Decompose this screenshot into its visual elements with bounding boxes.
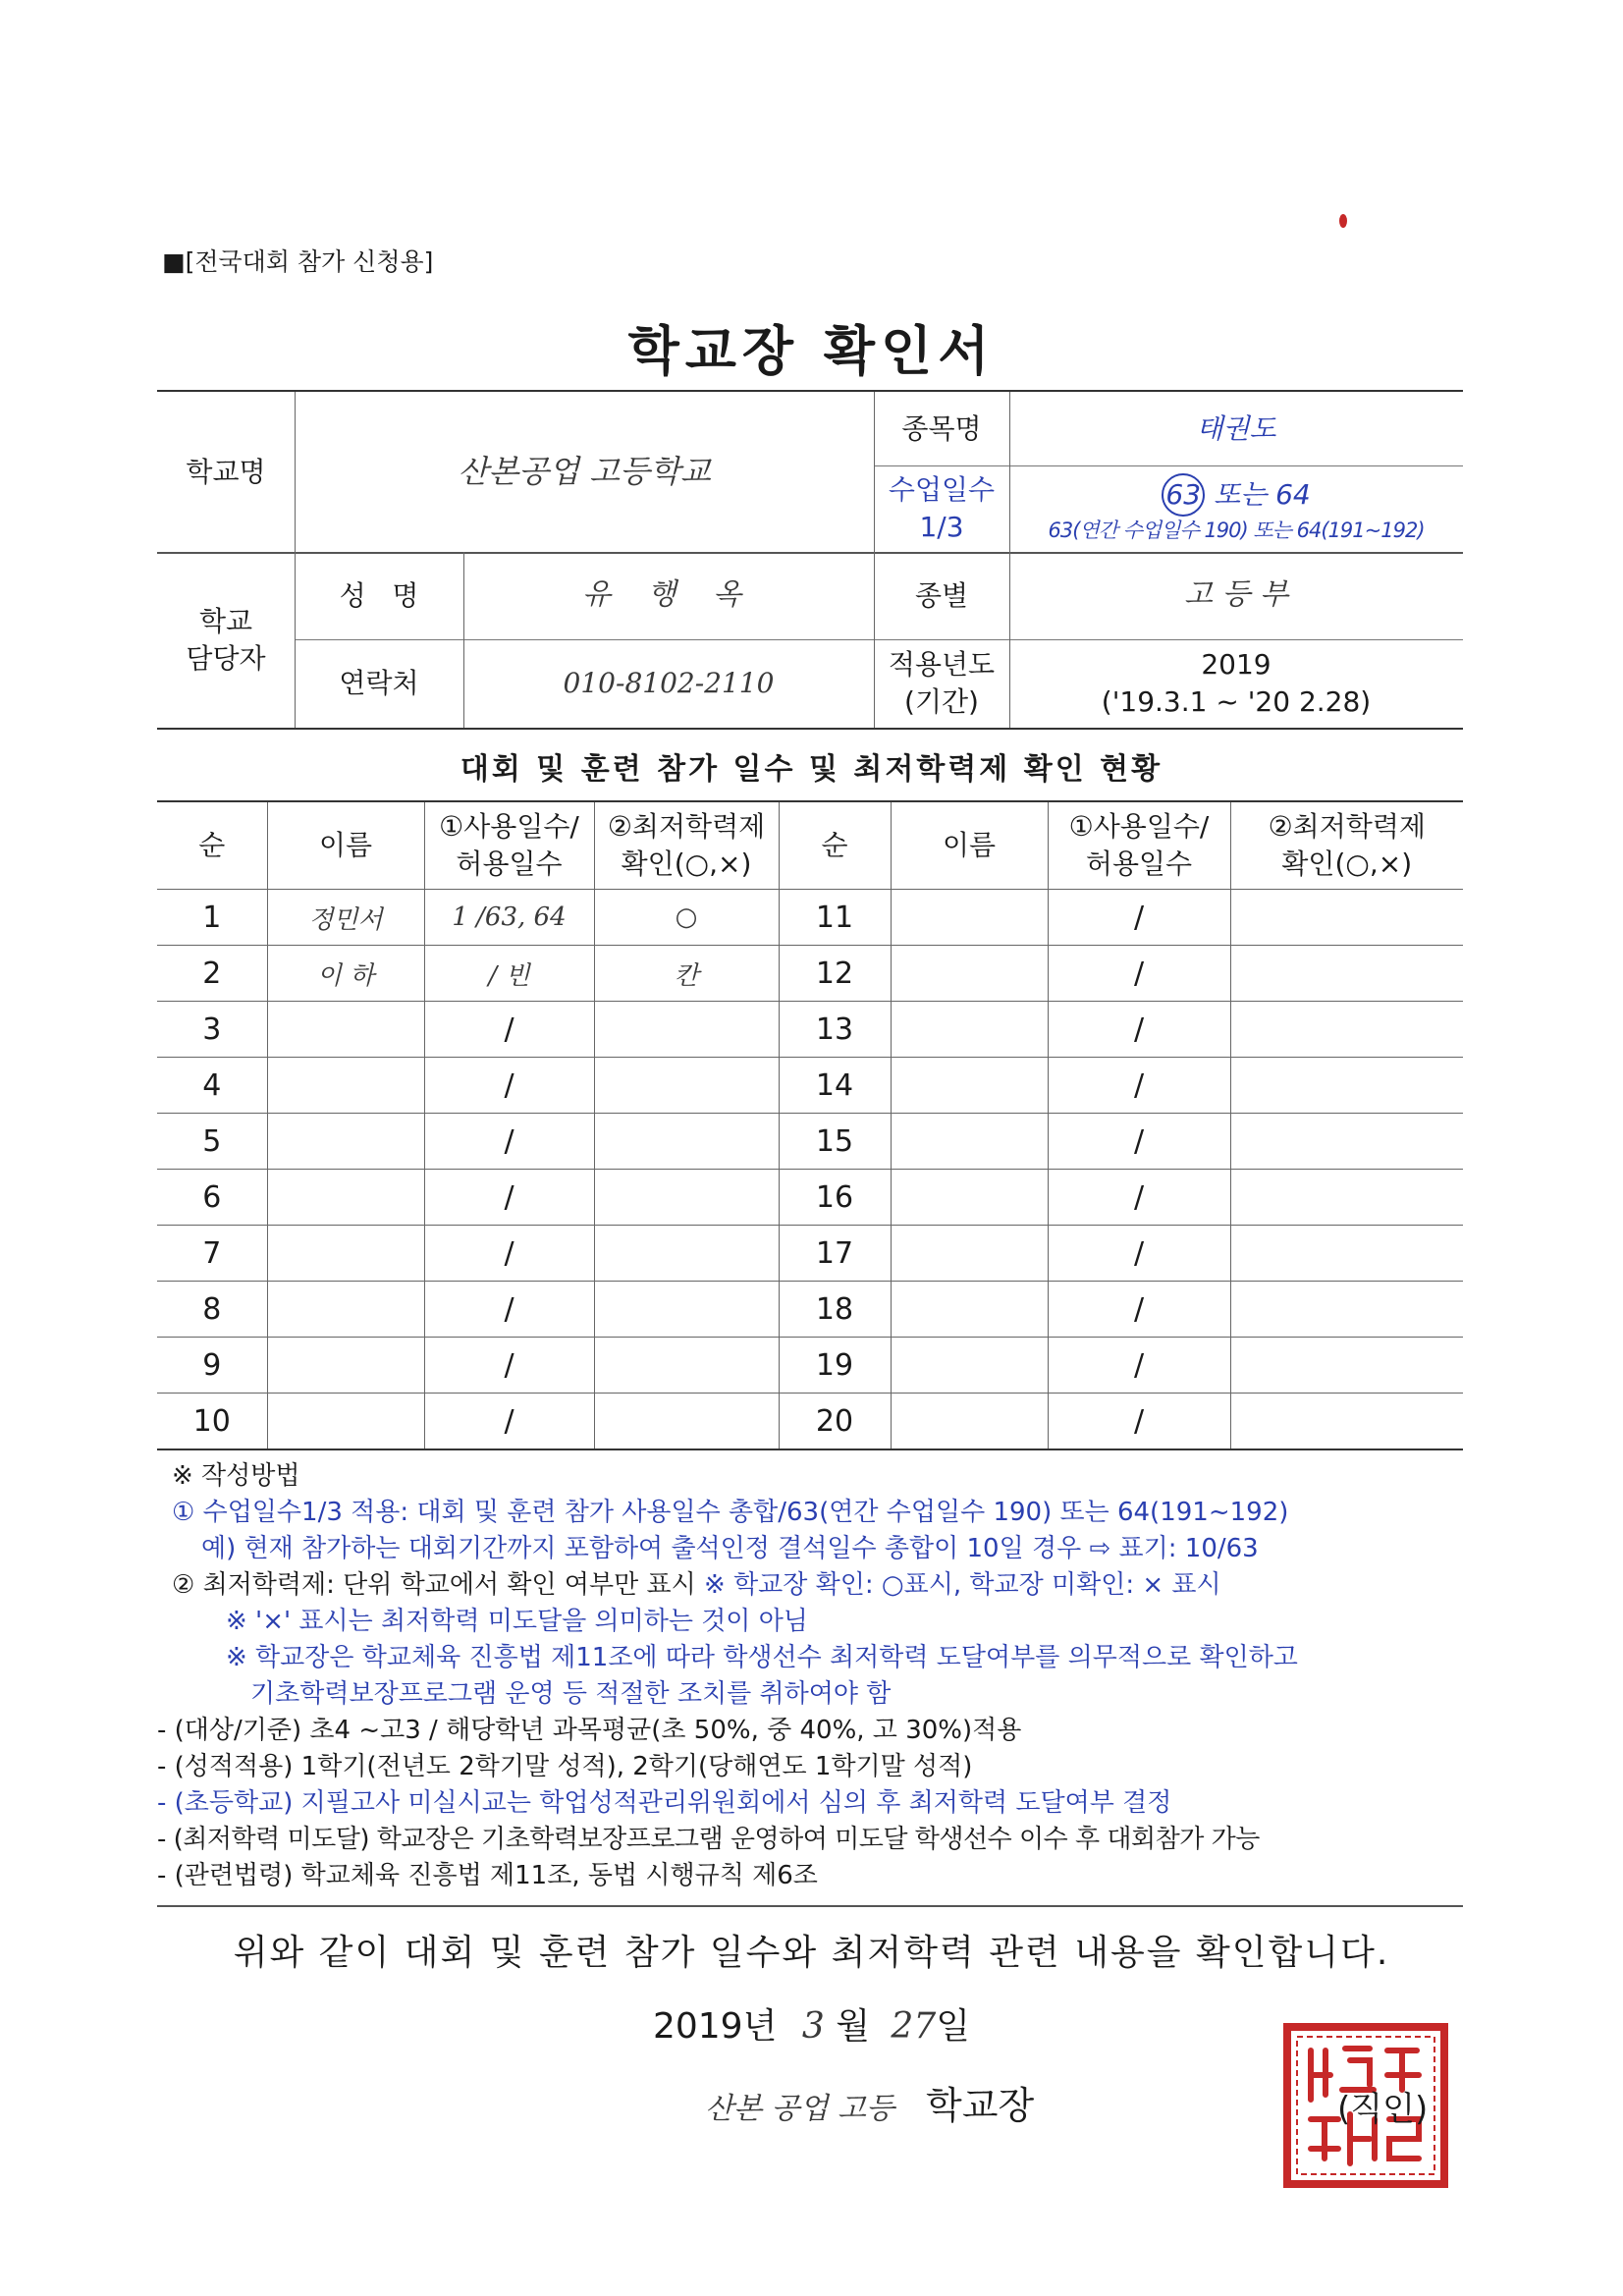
detail-5: - (관련법령) 학교체육 진흥법 제11조, 동법 시행규칙 제6조	[157, 1861, 818, 1890]
col-name: 이름	[267, 801, 424, 890]
year-label	[874, 639, 1009, 728]
school-value: 산본공업 고등학교	[458, 452, 711, 490]
detail-2: - (성적적용) 1학기(전년도 2학기말 성적), 2학기(당해연도 1학기말 성적)	[157, 1752, 973, 1781]
row-number[interactable]: 17	[779, 1226, 891, 1282]
col-days-2-line2: 허용일수	[1085, 847, 1193, 880]
student-name[interactable]	[267, 1394, 424, 1450]
student-name[interactable]	[891, 1394, 1048, 1450]
note-1b: 예) 현재 참가하는 대회기간까지 포함하여 출석인정 결석일수 총합이 10일 경우 ⇨ 표기: 10/63	[201, 1534, 1259, 1563]
used-days[interactable]: /	[424, 1338, 594, 1394]
days-value-line1-rest: 또는 64	[1214, 477, 1311, 511]
days-label	[874, 465, 1009, 552]
row-number[interactable]: 1	[157, 890, 267, 946]
min-achievement-check[interactable]	[1230, 1282, 1463, 1338]
student-name[interactable]	[891, 890, 1048, 946]
phone-value: 010-8102-2110	[563, 667, 775, 700]
row-number[interactable]: 2	[157, 946, 267, 1002]
row-number[interactable]: 16	[779, 1170, 891, 1226]
note-2c: ※ 학교장은 학교체육 진흥법 제11조에 따라 학생선수 최저학력 도달여부를 의무적으로 확인하고	[226, 1643, 1298, 1672]
divider	[157, 1905, 1463, 1907]
used-days[interactable]: /	[1048, 890, 1230, 946]
date-year: 2019년	[652, 2006, 778, 2047]
used-days[interactable]: /	[1048, 1226, 1230, 1282]
col-min-line2: 확인(○,×)	[621, 847, 752, 880]
student-name[interactable]	[891, 1170, 1048, 1226]
row-number[interactable]: 20	[779, 1394, 891, 1450]
col-min-2	[1230, 801, 1463, 890]
detail-3: - (초등학교) 지필고사 미실시교는 학업성적관리위원회에서 심의 후 최저학력 도달여부 결정	[157, 1788, 1172, 1818]
min-achievement-check[interactable]	[1230, 890, 1463, 946]
row-number[interactable]: 15	[779, 1114, 891, 1170]
used-days[interactable]: /	[1048, 1394, 1230, 1450]
col-days-line1: ①사용일수/	[439, 810, 579, 844]
row-number[interactable]: 13	[779, 1002, 891, 1058]
student-name[interactable]	[891, 1058, 1048, 1114]
row-number[interactable]: 12	[779, 946, 891, 1002]
min-achievement-check[interactable]	[594, 1226, 779, 1282]
student-name[interactable]	[267, 1058, 424, 1114]
student-name[interactable]: 정민서	[267, 890, 424, 946]
header-table	[157, 390, 1463, 730]
col-name-2: 이름	[891, 801, 1048, 890]
days-label-line2: 1/3	[919, 511, 964, 543]
table-row	[157, 1058, 1463, 1114]
col-days	[424, 801, 594, 890]
col-days-2-line1: ①사용일수/	[1068, 810, 1210, 844]
notes-heading: ※ 작성방법	[172, 1461, 300, 1491]
min-achievement-check[interactable]	[1230, 1170, 1463, 1226]
used-days[interactable]: /	[1048, 1002, 1230, 1058]
days-label-line1: 수업일수	[888, 473, 996, 507]
col-days-line2: 허용일수	[456, 847, 563, 880]
row-number[interactable]: 11	[779, 890, 891, 946]
student-name[interactable]	[891, 1226, 1048, 1282]
table-row	[157, 1002, 1463, 1058]
student-name[interactable]	[267, 1170, 424, 1226]
contact-group-label	[157, 552, 295, 728]
used-days[interactable]: 1 /63, 64	[424, 890, 594, 946]
note-2a-text: ② 최저학력제: 단위 학교에서 확인 여부만 표시	[172, 1570, 696, 1600]
student-name[interactable]	[267, 1114, 424, 1170]
division-value: 고 등 부	[1183, 577, 1288, 613]
row-number[interactable]: 4	[157, 1058, 267, 1114]
table-row	[157, 1338, 1463, 1394]
date-month: 3	[801, 2006, 825, 2047]
min-achievement-check[interactable]	[594, 1338, 779, 1394]
table-row	[157, 946, 1463, 1002]
row-number[interactable]: 6	[157, 1170, 267, 1226]
school-label: 학교명	[186, 455, 266, 488]
row-number[interactable]: 10	[157, 1394, 267, 1450]
col-min	[594, 801, 779, 890]
days-value-line2: 63(연간 수업일수 190) 또는 64(191~192)	[1048, 518, 1425, 542]
row-number[interactable]: 3	[157, 1002, 267, 1058]
col-min-line1: ②최저학력제	[607, 810, 766, 844]
student-name[interactable]: 이 하	[267, 946, 424, 1002]
status-table	[157, 800, 1463, 1450]
col-days-2	[1048, 801, 1230, 890]
sport-value: 태권도	[1196, 411, 1276, 445]
contact-group-label-line1: 학교	[198, 604, 253, 637]
min-achievement-check[interactable]: ○	[594, 890, 779, 946]
col-no: 순	[157, 801, 267, 890]
year-label-line1: 적용년도	[888, 648, 996, 682]
min-achievement-check[interactable]	[594, 1114, 779, 1170]
used-days[interactable]: /	[424, 1114, 594, 1170]
min-achievement-check[interactable]	[594, 1394, 779, 1450]
student-name[interactable]	[267, 1002, 424, 1058]
row-number[interactable]: 7	[157, 1226, 267, 1282]
student-name[interactable]	[891, 946, 1048, 1002]
used-days[interactable]: /	[1048, 1170, 1230, 1226]
seal-label: (직인)	[1337, 2090, 1429, 2129]
days-value	[1009, 465, 1463, 552]
note-2a	[172, 1567, 1488, 1604]
student-name[interactable]	[267, 1338, 424, 1394]
year-value-line2: ('19.3.1 ~ '20 2.28)	[1101, 685, 1372, 718]
phone-label: 연락처	[339, 667, 419, 700]
used-days[interactable]: /	[1048, 1282, 1230, 1338]
student-name[interactable]	[891, 1114, 1048, 1170]
row-number[interactable]: 19	[779, 1338, 891, 1394]
min-achievement-check[interactable]	[1230, 1058, 1463, 1114]
name-value: 유 행 옥	[581, 577, 755, 613]
table-row	[157, 1170, 1463, 1226]
row-number[interactable]: 14	[779, 1058, 891, 1114]
table-row	[157, 1114, 1463, 1170]
form-tag: ■[전국대회 참가 신청용]	[162, 247, 434, 276]
table-row	[157, 1394, 1463, 1450]
student-name[interactable]	[267, 1226, 424, 1282]
signature-line	[705, 2075, 1034, 2129]
min-achievement-check[interactable]	[1230, 1338, 1463, 1394]
min-achievement-check[interactable]	[1230, 1002, 1463, 1058]
used-days[interactable]: /	[1048, 1058, 1230, 1114]
used-days[interactable]: /	[424, 1394, 594, 1450]
confirmation-statement: 위와 같이 대회 및 훈련 참가 일수와 최저학력 관련 내용을 확인합니다.	[233, 1933, 1390, 1973]
note-2b: ※ '×' 표시는 최저학력 미도달을 의미하는 것이 아님	[226, 1607, 808, 1636]
days-value-line1	[1162, 473, 1311, 517]
row-number[interactable]: 18	[779, 1282, 891, 1338]
instructions	[157, 1458, 1488, 1894]
division-label: 종별	[914, 578, 969, 612]
used-days[interactable]: /	[424, 1002, 594, 1058]
contact-group-label-line2: 담당자	[186, 641, 266, 675]
detail-1: - (대상/기준) 초4 ~고3 / 해당학년 과목평균(초 50%, 중 40%, 고 30%)적용	[157, 1716, 1022, 1745]
min-achievement-check[interactable]	[594, 1002, 779, 1058]
status-header-row	[157, 801, 1463, 890]
document-title: 학교장 확인서	[627, 320, 996, 382]
table-row	[157, 1282, 1463, 1338]
min-achievement-check[interactable]	[1230, 1114, 1463, 1170]
min-achievement-check[interactable]	[1230, 1394, 1463, 1450]
status-subtitle: 대회 및 훈련 참가 일수 및 최저학력제 확인 현황	[460, 752, 1163, 787]
student-name[interactable]	[891, 1282, 1048, 1338]
col-min-2-line2: 확인(○,×)	[1281, 847, 1413, 880]
min-achievement-check[interactable]	[594, 1282, 779, 1338]
used-days[interactable]: /	[424, 1170, 594, 1226]
date-day: 27	[891, 2006, 937, 2047]
used-days[interactable]: /	[1048, 1114, 1230, 1170]
date-month-unit: 월	[836, 2006, 870, 2047]
min-achievement-check[interactable]: 칸	[594, 946, 779, 1002]
note-2a-emphasis: ※ 학교장 확인: ○표시, 학교장 미확인: × 표시	[695, 1570, 1221, 1600]
detail-4: - (최저학력 미도달) 학교장은 기초학력보장프로그램 운영하여 미도달 학생선수 이수 후 대회참가 가능	[157, 1825, 1260, 1854]
year-label-line2: (기간)	[904, 685, 979, 718]
row-number[interactable]: 9	[157, 1338, 267, 1394]
col-min-2-line1: ②최저학력제	[1268, 810, 1426, 844]
school-name-handwritten: 산본 공업 고등	[705, 2092, 894, 2126]
circled-63: 63	[1162, 473, 1205, 517]
status-rows	[157, 890, 1463, 1450]
min-achievement-check[interactable]	[1230, 946, 1463, 1002]
note-2d: 기초학력보장프로그램 운영 등 적절한 조치를 취하여야 함	[250, 1679, 892, 1709]
student-name[interactable]	[891, 1002, 1048, 1058]
used-days[interactable]: /	[1048, 1338, 1230, 1394]
used-days[interactable]: /	[424, 1058, 594, 1114]
used-days[interactable]: /	[424, 1282, 594, 1338]
min-achievement-check[interactable]	[594, 1170, 779, 1226]
student-name[interactable]	[891, 1338, 1048, 1394]
min-achievement-check[interactable]	[594, 1058, 779, 1114]
year-value-line1: 2019	[1201, 648, 1271, 682]
table-row	[157, 890, 1463, 946]
used-days[interactable]: /	[424, 1226, 594, 1282]
used-days[interactable]: / 빈	[424, 946, 594, 1002]
date-day-unit: 일	[936, 2006, 971, 2047]
principal-title: 학교장	[926, 2084, 1035, 2127]
row-number[interactable]: 8	[157, 1282, 267, 1338]
note-1a: ① 수업일수1/3 적용: 대회 및 훈련 참가 사용일수 총합/63(연간 수업일수 190) 또는 64(191~192)	[172, 1498, 1289, 1527]
col-no-2: 순	[779, 801, 891, 890]
name-label: 성 명	[339, 578, 419, 612]
used-days[interactable]: /	[1048, 946, 1230, 1002]
ink-mark	[1339, 214, 1347, 228]
min-achievement-check[interactable]	[1230, 1226, 1463, 1282]
sport-label: 종목명	[901, 411, 982, 445]
year-value	[1009, 639, 1463, 728]
row-number[interactable]: 5	[157, 1114, 267, 1170]
table-row	[157, 1226, 1463, 1282]
student-name[interactable]	[267, 1282, 424, 1338]
